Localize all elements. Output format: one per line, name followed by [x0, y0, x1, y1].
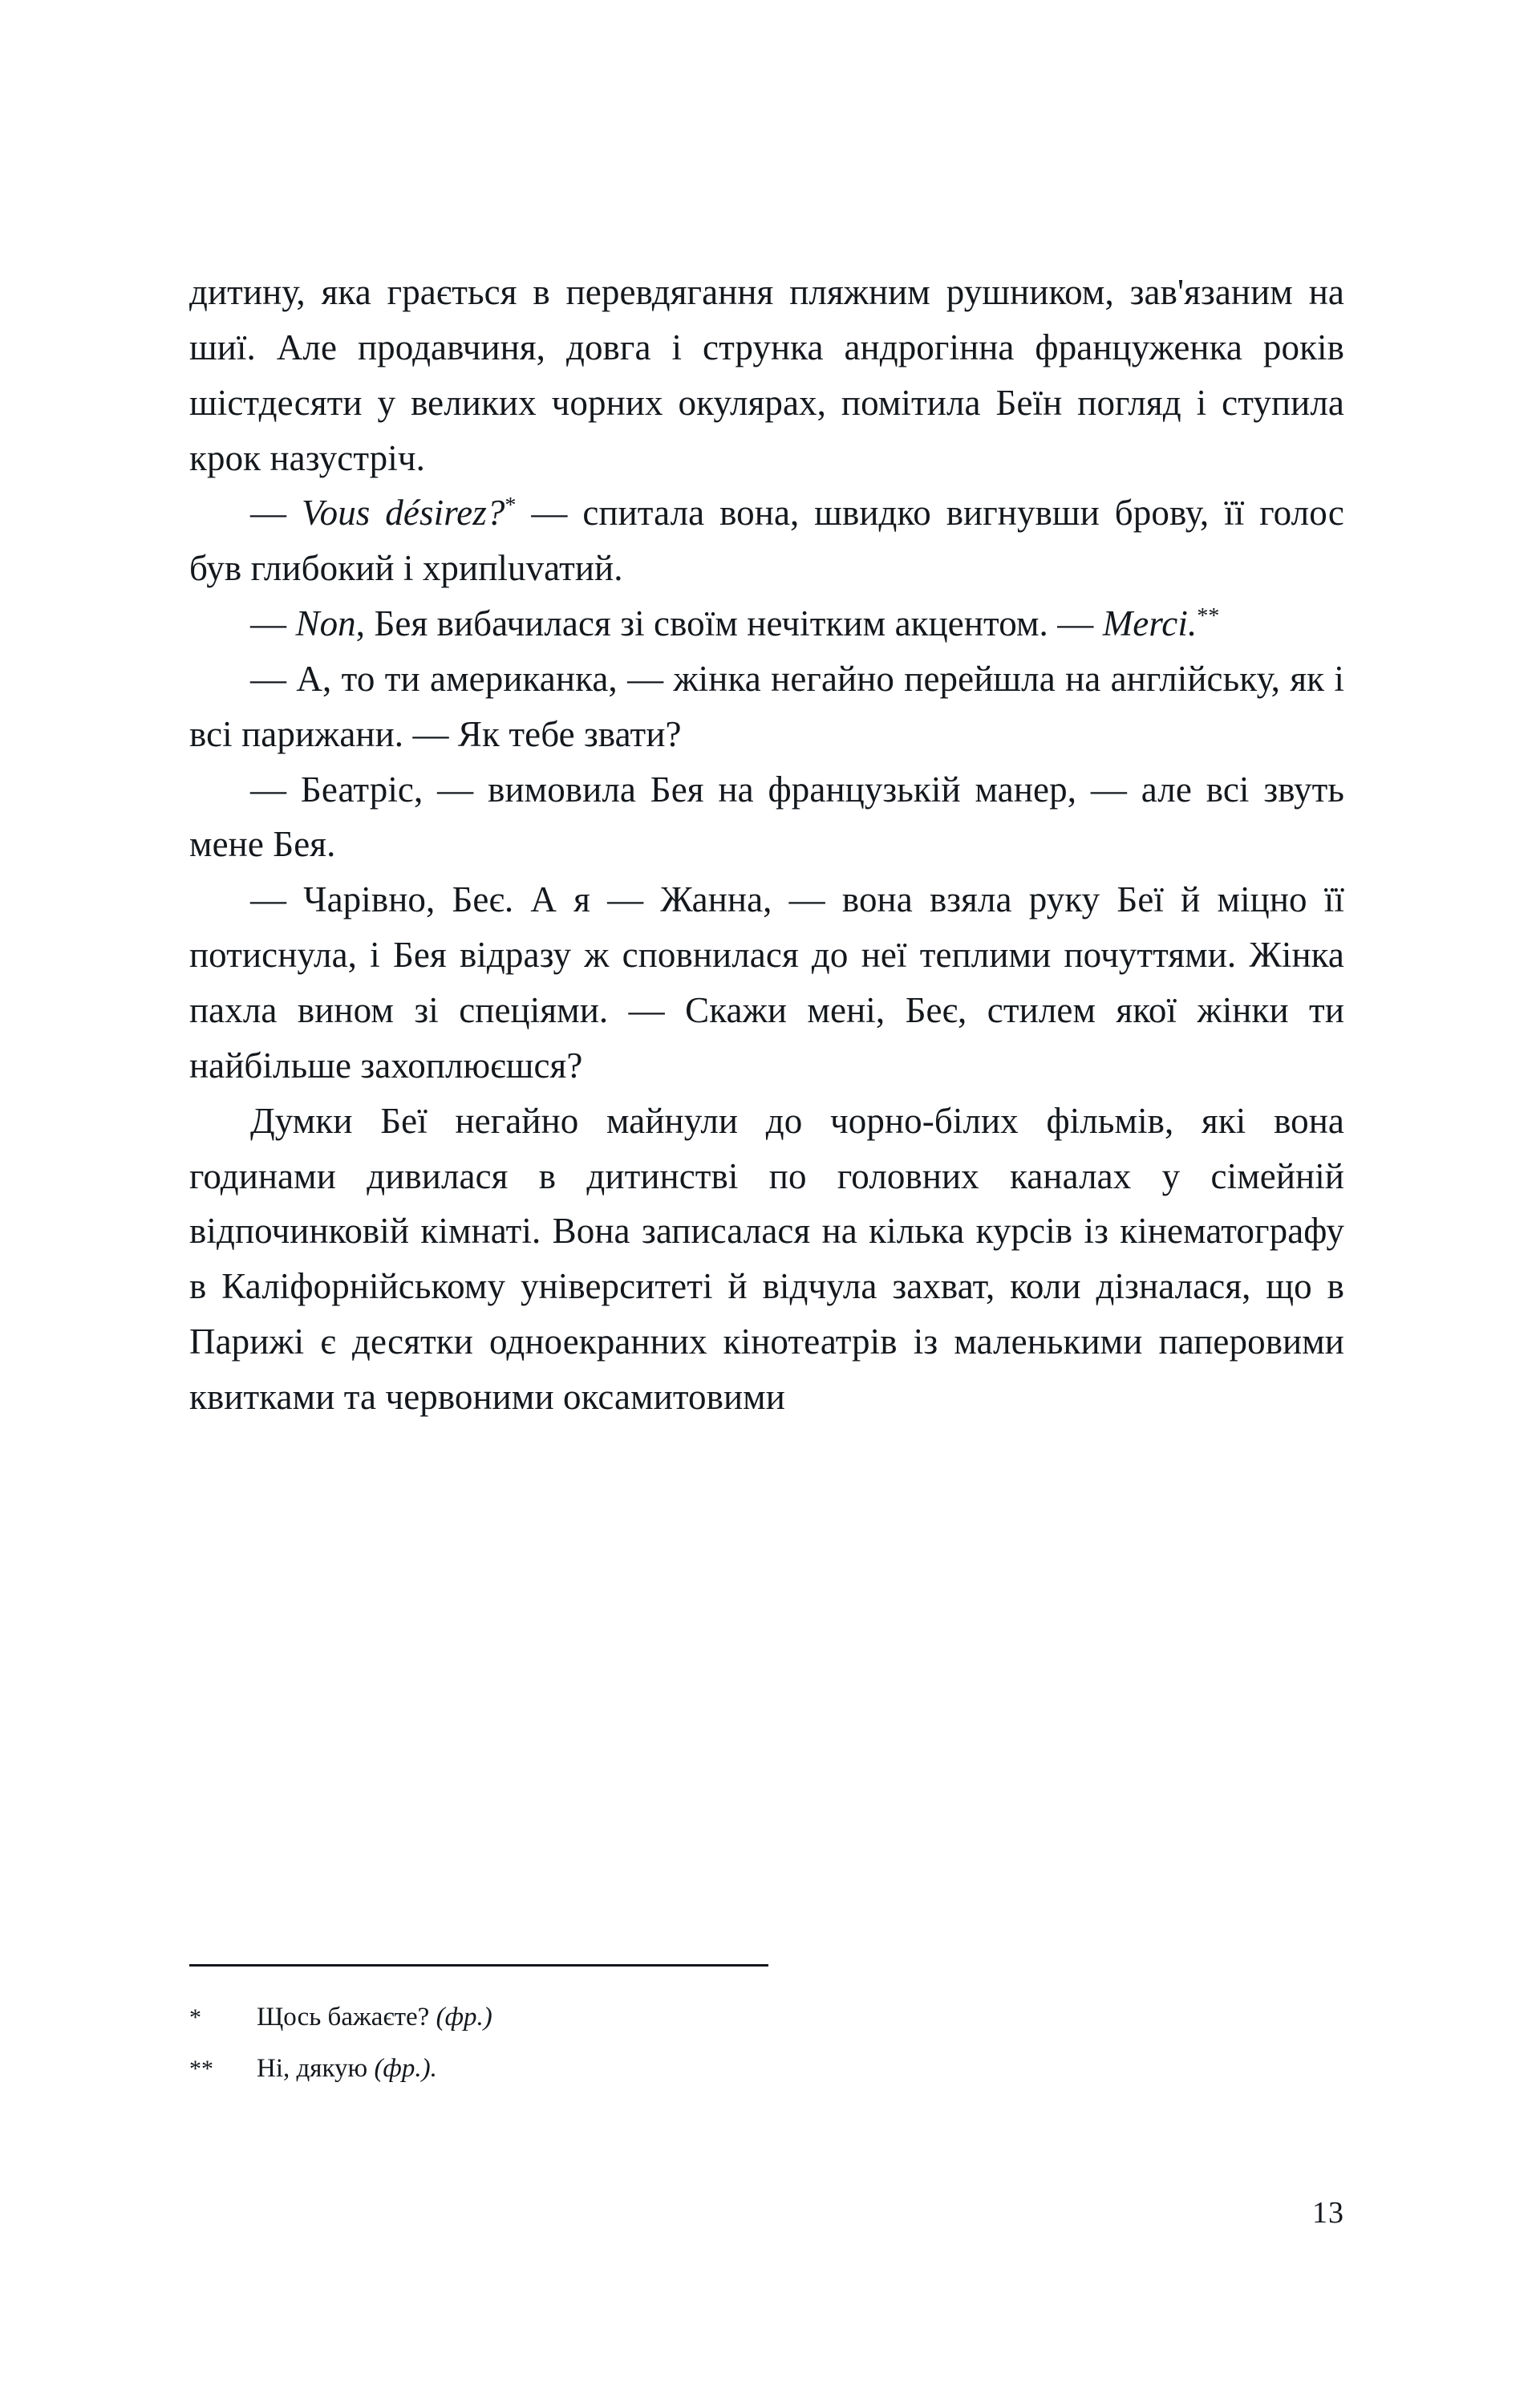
footnote-text [257, 1998, 492, 2038]
dialogue-dash: — [250, 493, 302, 534]
paragraph [189, 485, 1344, 596]
french-phrase-2: Merci. [1102, 603, 1198, 644]
page-text-block [189, 265, 1344, 1425]
paragraph: дитину, яка грається в перевдягання пляжним рушником, зав'язаним на шиї. Але продавчиня, довга і струнка андрогінна француженка років шістдесяти у великих чорних окулярах, помітила Беїн погляд і ступила крок назустріч. [189, 272, 1344, 478]
footnote-item [189, 2049, 1344, 2089]
footnote-source: (фр.) [436, 2003, 492, 2032]
paragraph: Думки Беї негайно майнули до чорно-білих фільмів, які вона годинами дивилася в дитинстві по головних каналах у сімейній відпочинковій кімнаті. Вона записалася на кілька курсів із кінематографу в Каліфорнійському університеті й відчула захват, коли дізналася, що в Парижі є десятки одноекранних кінотеатрів із маленькими паперовими квитками та червоними оксамитовими [189, 1100, 1344, 1417]
footnote-marker: * [189, 2004, 201, 2031]
paragraph: — Чарівно, Беє. А я — Жанна, — вона взяла руку Беї й міцно її потиснула, і Бея відразу ж сповнилася до неї теплими почуттями. Жінка пахла вином зі спеціями. — Скажи мені, Беє, стилем якої жінки ти найбільше захоплюєшся? [189, 879, 1344, 1086]
footnote-separator [189, 1964, 768, 1967]
footnote-translation: Ні, дякую [257, 2053, 375, 2083]
french-phrase: Vous désirez? [302, 493, 505, 534]
paragraph-tail: — спитала вона, швидко вигнувши брову, її голос був глибокий і хрипluvатий. [189, 493, 1344, 589]
page-number: 13 [1312, 2196, 1344, 2230]
dialogue-dash: — [250, 603, 296, 644]
paragraph: — А, то ти американка, — жінка негайно перейшла на англійську, як і всі парижани. — Як тебе звати? [189, 658, 1344, 754]
footnote-text [257, 2049, 437, 2089]
footnote-source: (фр.). [374, 2053, 437, 2083]
paragraph [189, 596, 1344, 651]
footnote-area [189, 1998, 1344, 2100]
footnote-ref-1: * [505, 493, 517, 518]
footnote-ref-2: ** [1197, 603, 1220, 629]
footnote-item [189, 1998, 1344, 2038]
footnote-marker: ** [189, 2055, 213, 2082]
paragraph-middle: , Бея вибачилася зі своїм нечітким акцентом. — [355, 603, 1103, 644]
french-phrase: Non [295, 603, 356, 644]
footnote-translation: Щось бажаєте? [257, 2003, 436, 2032]
paragraph: — Беатріс, — вимовила Бея на французькій манер, — але всі звуть мене Бея. [189, 769, 1344, 865]
